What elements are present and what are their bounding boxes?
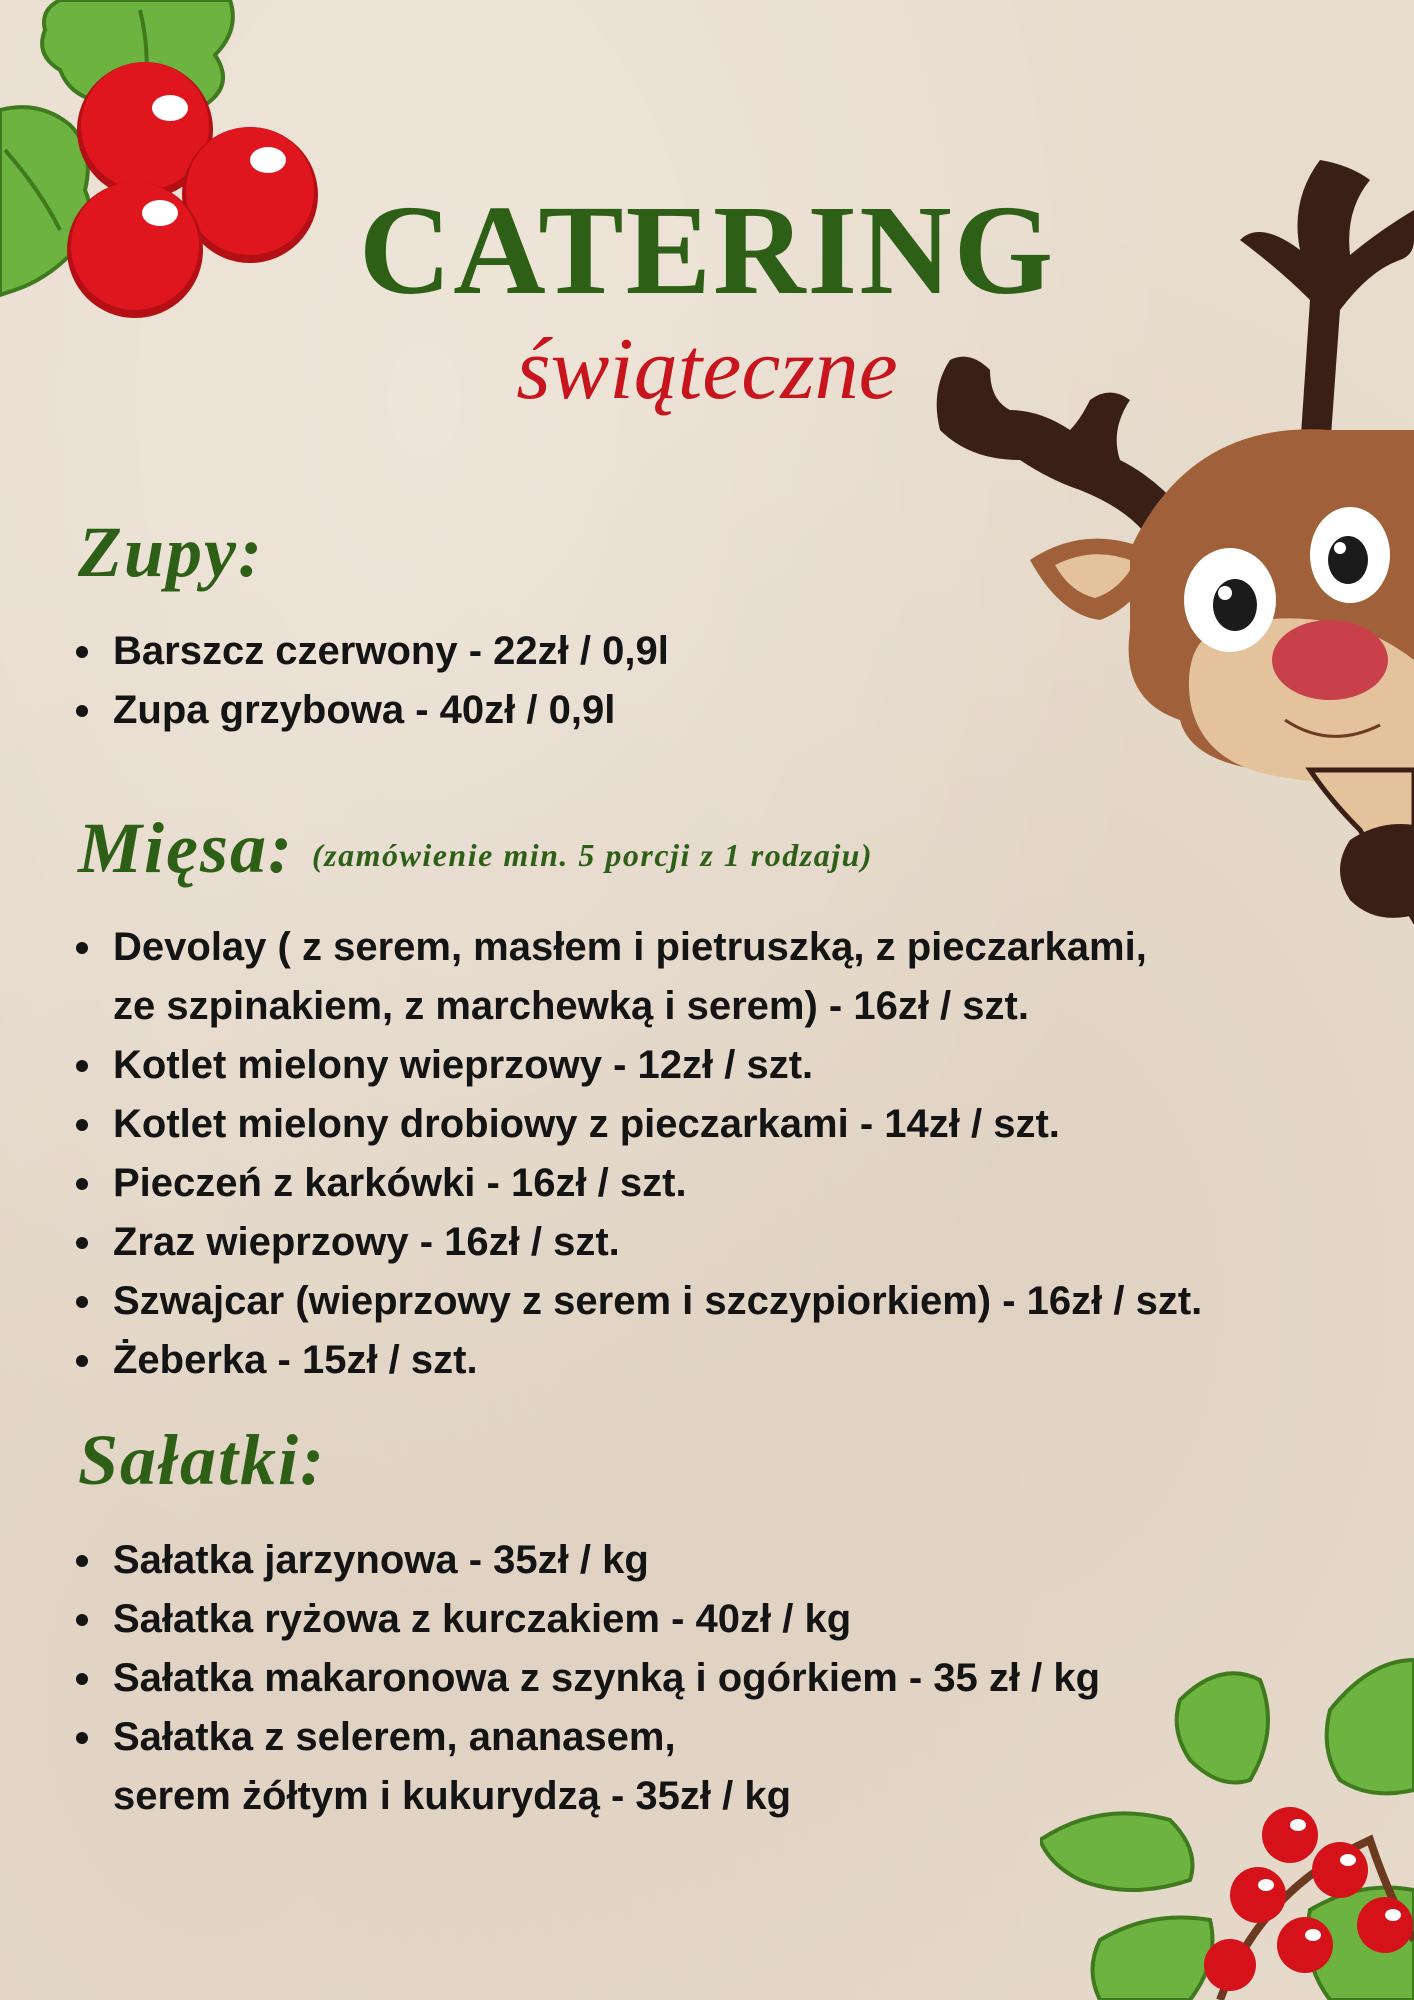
list-item-line: serem żółtym i kukurydzą - 35zł / kg <box>113 1774 792 1818</box>
section-title: Mięsa: <box>78 808 294 888</box>
list-item: Sałatka ryżowa z kurczakiem - 40zł / kg <box>70 1590 1100 1649</box>
meats-list <box>70 918 1202 1390</box>
list-item <box>70 1708 1100 1826</box>
section-title: Zupy: <box>78 512 264 592</box>
section-heading-soups <box>78 512 264 592</box>
list-item: Barszcz czerwony - 22zł / 0,9l <box>70 622 669 681</box>
list-item: Szwajcar (wieprzowy z serem i szczypiorkiem) - 16zł / szt. <box>70 1272 1202 1331</box>
list-item: Sałatka jarzynowa - 35zł / kg <box>70 1531 1100 1590</box>
page-subtitle: świąteczne <box>516 321 898 418</box>
list-item <box>70 918 1202 1036</box>
list-item-line: ze szpinakiem, z marchewką i serem) - 16zł / szt. <box>113 984 1029 1028</box>
list-item-line: Sałatka z selerem, ananasem, <box>113 1715 676 1759</box>
list-item: Zraz wieprzowy - 16zł / szt. <box>70 1213 1202 1272</box>
list-item: Zupa grzybowa - 40zł / 0,9l <box>70 681 669 740</box>
soups-list <box>70 622 669 740</box>
section-heading-salads <box>78 1420 326 1500</box>
page-title: CATERING <box>358 179 1056 321</box>
list-item: Pieczeń z karkówki - 16zł / szt. <box>70 1154 1202 1213</box>
list-item: Żeberka - 15zł / szt. <box>70 1331 1202 1390</box>
section-title: Sałatki: <box>78 1420 327 1500</box>
list-item: Kotlet mielony drobiowy z pieczarkami - 14zł / szt. <box>70 1095 1202 1154</box>
section-note: (zamówienie min. 5 porcji z 1 rodzaju) <box>311 837 874 873</box>
list-item: Sałatka makaronowa z szynką i ogórkiem - 35 zł / kg <box>70 1649 1100 1708</box>
list-item-line: Devolay ( z serem, masłem i pietruszką, z pieczarkami, <box>113 925 1147 969</box>
list-item: Kotlet mielony wieprzowy - 12zł / szt. <box>70 1036 1202 1095</box>
section-heading-meats <box>78 808 873 895</box>
salads-list <box>70 1531 1100 1826</box>
